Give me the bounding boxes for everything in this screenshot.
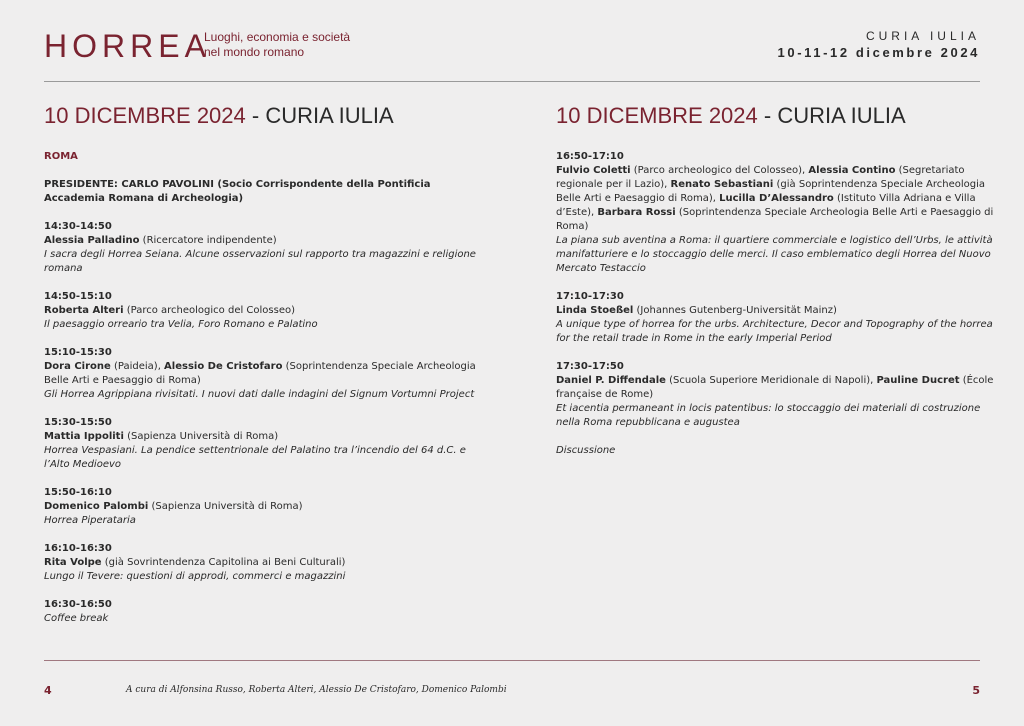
footer-divider [44, 660, 980, 661]
tagline-line-1: Luoghi, economia e società [204, 30, 351, 44]
right-column [556, 102, 996, 458]
venue-name: CURIA IULIA [865, 29, 980, 43]
program-slot [44, 486, 484, 528]
right-program-list [556, 150, 996, 430]
right-title-date: 10 DICEMBRE 2024 [556, 103, 758, 128]
program-slot [44, 220, 484, 276]
left-title-separator: - [245, 103, 266, 128]
venue-block [778, 28, 980, 62]
slot-time: 16:10-16:30 [44, 543, 112, 554]
speaker-affiliation: (Scuola Superiore Meridionale di Napoli), [665, 375, 877, 386]
speaker-affiliation: (Soprintendenza Speciale Archeologia Belle Arti e Paesaggio di Roma) [556, 207, 994, 232]
page-number-left: 4 [44, 684, 52, 697]
slot-speakers [556, 304, 996, 318]
section-label: ROMA [44, 151, 78, 162]
left-program-list [44, 220, 484, 626]
slot-time: 14:50-15:10 [44, 291, 112, 302]
speaker-name: Fulvio Coletti [556, 165, 631, 176]
tagline [204, 30, 350, 60]
speaker-affiliation: (École française de Rome) [556, 375, 994, 400]
slot-time: 15:10-15:30 [44, 347, 112, 358]
speaker-name: Alessia Palladino [44, 235, 140, 246]
tagline-line-2: nel mondo romano [204, 45, 305, 59]
left-title-date: 10 DICEMBRE 2024 [44, 103, 246, 128]
slot-speakers [44, 430, 484, 444]
speaker-name: Alessia Contino [808, 165, 896, 176]
speaker-affiliation: (già Sovrintendenza Capitolina ai Beni Culturali) [101, 557, 346, 568]
right-title-separator: - [757, 103, 778, 128]
left-title-place: CURIA IULIA [265, 103, 394, 128]
program-slot [556, 360, 996, 430]
slot-title: I sacra degli Horrea Seiana. Alcune osservazioni sul rapporto tra magazzini e religione romana [44, 249, 476, 274]
left-column [44, 102, 484, 640]
slot-time: 16:50-17:10 [556, 151, 624, 162]
program-slot [44, 542, 484, 584]
slot-time: 17:10-17:30 [556, 291, 624, 302]
speaker-affiliation: (Parco archeologico del Colosseo), [630, 165, 809, 176]
speaker-name: Linda Stoeßel [556, 305, 634, 316]
speaker-affiliation: (Ricercatore indipendente) [139, 235, 277, 246]
logo: HORREA [44, 28, 211, 64]
program-slot [556, 150, 996, 276]
event-dates: 10-11-12 dicembre 2024 [777, 45, 980, 60]
speaker-name: Daniel P. Diffendale [556, 375, 666, 386]
discussion-note: Discussione [556, 445, 616, 456]
speaker-name: Barbara Rossi [597, 207, 676, 218]
slot-title: Il paesaggio orreario tra Velia, Foro Romano e Palatino [44, 319, 318, 330]
page-number-right: 5 [972, 684, 980, 697]
slot-speakers [44, 234, 484, 248]
slot-title: A unique type of horrea for the urbs. Architecture, Decor and Topography of the horrea for the retail trade in Rome in the early Imperial Period [556, 319, 993, 344]
speaker-affiliation: (Paideia), [110, 361, 165, 372]
speaker-affiliation: (già Soprintendenza Speciale Archeologia Belle Arti e Paesaggio di Roma), [556, 179, 986, 204]
slot-title: Coffee break [44, 613, 109, 624]
speaker-affiliation: (Segretariato regionale per il Lazio), [556, 165, 965, 190]
slot-speakers [556, 164, 996, 234]
speaker-affiliation: (Soprintendenza Speciale Archeologia Belle Arti e Paesaggio di Roma) [44, 361, 476, 386]
speaker-name: Alessio De Cristofaro [164, 361, 283, 372]
slot-title: Horrea Vespasiani. La pendice settentrionale del Palatino tra l’incendio del 64 d.C. e l’Alto Medioevo [44, 445, 466, 470]
header-divider [44, 81, 980, 82]
slot-title: La piana sub aventina a Roma: il quartiere commerciale e logistico dell’Urbs, le attività manifatturiere e lo stoccaggio delle merci. Il caso emblematico degli Horrea del Nuovo Mercato Testaccio [556, 235, 993, 274]
program-slot [44, 598, 484, 626]
speaker-affiliation: (Istituto Villa Adriana e Villa d’Este), [556, 193, 976, 218]
speaker-name: Pauline Ducret [876, 375, 960, 386]
left-column-title [44, 102, 484, 130]
slot-speakers [44, 360, 484, 388]
program-slot [556, 290, 996, 346]
speaker-affiliation: (Sapienza Università di Roma) [148, 501, 303, 512]
slot-time: 15:30-15:50 [44, 417, 112, 428]
speaker-name: Lucilla D’Alessandro [719, 193, 834, 204]
slot-title: Lungo il Tevere: questioni di approdi, commerci e magazzini [44, 571, 346, 582]
speaker-affiliation: (Johannes Gutenberg-Universität Mainz) [633, 305, 837, 316]
slot-title: Horrea Piperataria [44, 515, 136, 526]
slot-title: Et iacentia permaneant in locis patentibus: lo stoccaggio dei materiali di costruzione nella Roma repubblicana e augustea [556, 403, 981, 428]
slot-time: 14:30-14:50 [44, 221, 112, 232]
slot-speakers [44, 500, 484, 514]
editors-credit: A cura di Alfonsina Russo, Roberta Alteri, Alessio De Cristofaro, Domenico Palombi [126, 685, 507, 695]
slot-time: 15:50-16:10 [44, 487, 112, 498]
speaker-affiliation: (Sapienza Università di Roma) [123, 431, 279, 442]
slot-title: Gli Horrea Agrippiana rivisitati. I nuovi dati dalle indagini del Signum Vortumni Project [44, 389, 475, 400]
speaker-name: Domenico Palombi [44, 501, 149, 512]
slot-speakers [556, 374, 996, 402]
slot-time: 17:30-17:50 [556, 361, 624, 372]
slot-speakers [44, 556, 484, 570]
right-title-place: CURIA IULIA [777, 103, 906, 128]
speaker-name: Mattia Ippoliti [44, 431, 124, 442]
program-slot [44, 346, 484, 402]
speaker-name: Roberta Alteri [44, 305, 124, 316]
speaker-name: Renato Sebastiani [670, 179, 774, 190]
speaker-name: Dora Cirone [44, 361, 111, 372]
program-slot [44, 416, 484, 472]
page-header [0, 0, 1024, 82]
speaker-name: Rita Volpe [44, 557, 102, 568]
slot-speakers [44, 304, 484, 318]
program-slot [44, 290, 484, 332]
session-president: PRESIDENTE: CARLO PAVOLINI (Socio Corrispondente della Pontificia Accademia Romana di Archeologia) [44, 179, 431, 204]
speaker-affiliation: (Parco archeologico del Colosseo) [123, 305, 296, 316]
slot-time: 16:30-16:50 [44, 599, 112, 610]
right-column-title [556, 102, 996, 130]
